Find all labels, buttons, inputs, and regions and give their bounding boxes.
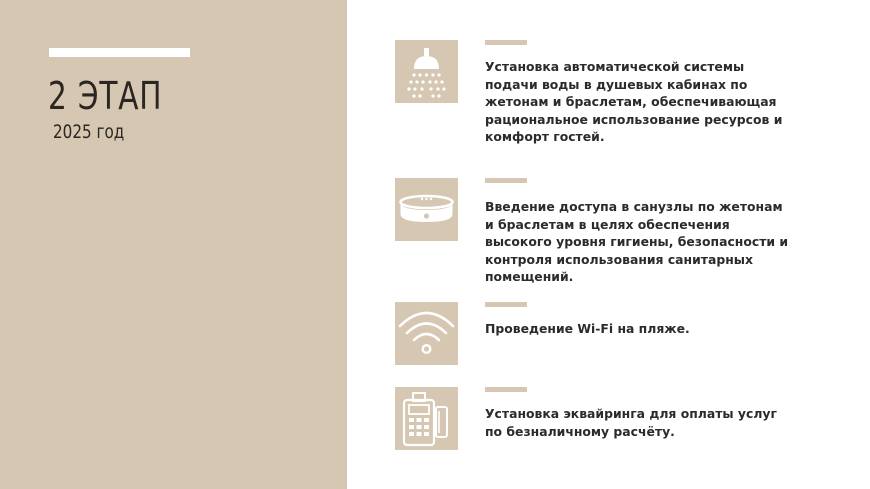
item-accent-bar bbox=[485, 178, 527, 183]
payment-terminal-icon bbox=[395, 387, 458, 450]
feature-text: Введение доступа в санузлы по жетонам и браслетам в целях обеспечения высокого уровня гигиены, безопасности и контроля использования санитарных помещений. bbox=[485, 199, 789, 285]
item-accent-bar bbox=[485, 302, 527, 307]
item-accent-bar bbox=[485, 40, 527, 45]
wifi-icon bbox=[395, 302, 458, 365]
wristband-icon bbox=[395, 178, 458, 241]
stage-title: 2 ЭТАП bbox=[48, 74, 163, 118]
feature-text: Установка эквайринга для оплаты услуг по безналичному расчёту. bbox=[485, 406, 777, 439]
stage-year: 2025 год bbox=[53, 121, 125, 143]
title-accent-bar bbox=[49, 48, 190, 57]
feature-text: Проведение Wi-Fi на пляже. bbox=[485, 321, 690, 336]
left-panel bbox=[0, 0, 347, 489]
shower-icon bbox=[395, 40, 458, 103]
feature-text: Установка автоматической системы подачи воды в душевых кабинах по жетонам и браслетам, обеспечивающая рациональное использование ресурсов и комфорт гостей. bbox=[485, 59, 783, 145]
item-accent-bar bbox=[485, 387, 527, 392]
